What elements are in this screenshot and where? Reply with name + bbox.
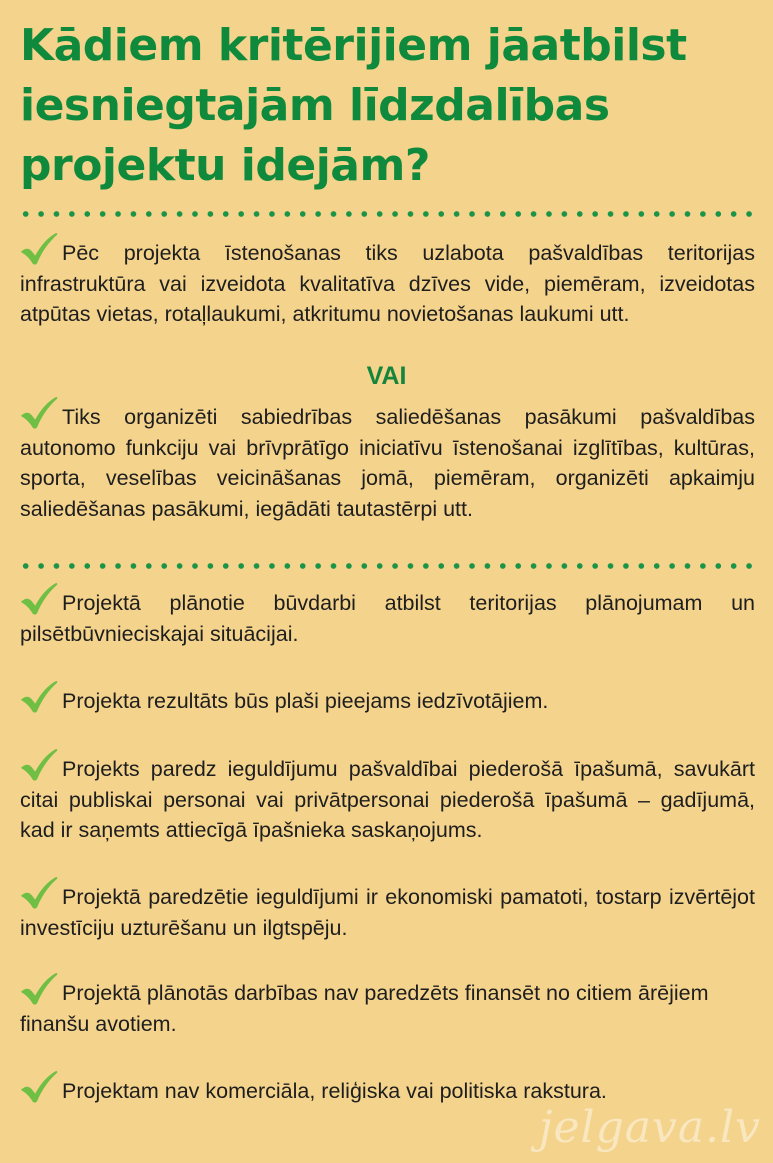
dotted-divider xyxy=(18,210,758,218)
check-icon xyxy=(20,972,58,1006)
criterion-property xyxy=(20,748,755,846)
criterion-text: Projektā plānotie būvdarbi atbilst teritorijas plānojumam un pilsētbūvnieciskajai situācijai. xyxy=(20,591,755,646)
criterion-text: Projektam nav komerciāla, reliģiska vai politiska rakstura. xyxy=(62,1079,607,1103)
check-icon xyxy=(20,582,58,616)
check-icon xyxy=(20,396,58,430)
criterion-text: Projektā plānotās darbības nav paredzēts finansēt no citiem ārējiem finanšu avotiem. xyxy=(20,981,709,1036)
criterion-text: Projektā paredzētie ieguldījumi ir ekonomiski pamatoti, tostarp izvērtējot investīciju uzturēšanu un ilgtspēju. xyxy=(20,885,755,940)
check-icon xyxy=(20,232,58,266)
criterion-economic xyxy=(20,876,755,943)
criterion-funding xyxy=(20,972,755,1039)
criterion-text: Tiks organizēti sabiedrības saliedēšanas pasākumi pašvaldības autonomo funkciju vai brīvprātīgo iniciatīvu īstenošanai izglītības, kultūras, sporta, veselības veicināšanas jomā, piemēram, organizēti apkaimju saliedēšanas pasākumi, iegādāti tautastērpi utt. xyxy=(20,405,755,521)
dotted-divider xyxy=(18,562,758,570)
criterion-accessibility xyxy=(20,680,755,717)
check-icon xyxy=(20,748,58,782)
check-icon xyxy=(20,1070,58,1104)
watermark: jelgava.lv xyxy=(538,1102,761,1153)
criterion-text: Pēc projekta īstenošanas tiks uzlabota pašvaldības teritorijas infrastruktūra vai izveidota kvalitatīva dzīves vide, piemēram, izveidotas atpūtas vietas, rotaļlaukumi, atkritumu novietošanas laukumi utt. xyxy=(20,241,755,326)
check-icon xyxy=(20,680,58,714)
check-icon xyxy=(20,876,58,910)
criterion-infrastructure xyxy=(20,232,755,330)
criterion-planning xyxy=(20,582,755,649)
criterion-text: Projekts paredz ieguldījumu pašvaldībai piederošā īpašumā, savukārt citai publiskai personai vai privātpersonai piederošā īpašumā – gadījumā, kad ir saņemts attiecīgā īpašnieka saskaņojums. xyxy=(20,757,755,842)
criterion-text: Projekta rezultāts būs plaši pieejams iedzīvotājiem. xyxy=(62,689,549,713)
criterion-community-events xyxy=(20,396,755,524)
or-separator: VAI xyxy=(366,362,407,390)
page-title: Kādiem kritērijiem jāatbilst iesniegtajām līdzdalības projektu idejām? xyxy=(20,20,687,191)
